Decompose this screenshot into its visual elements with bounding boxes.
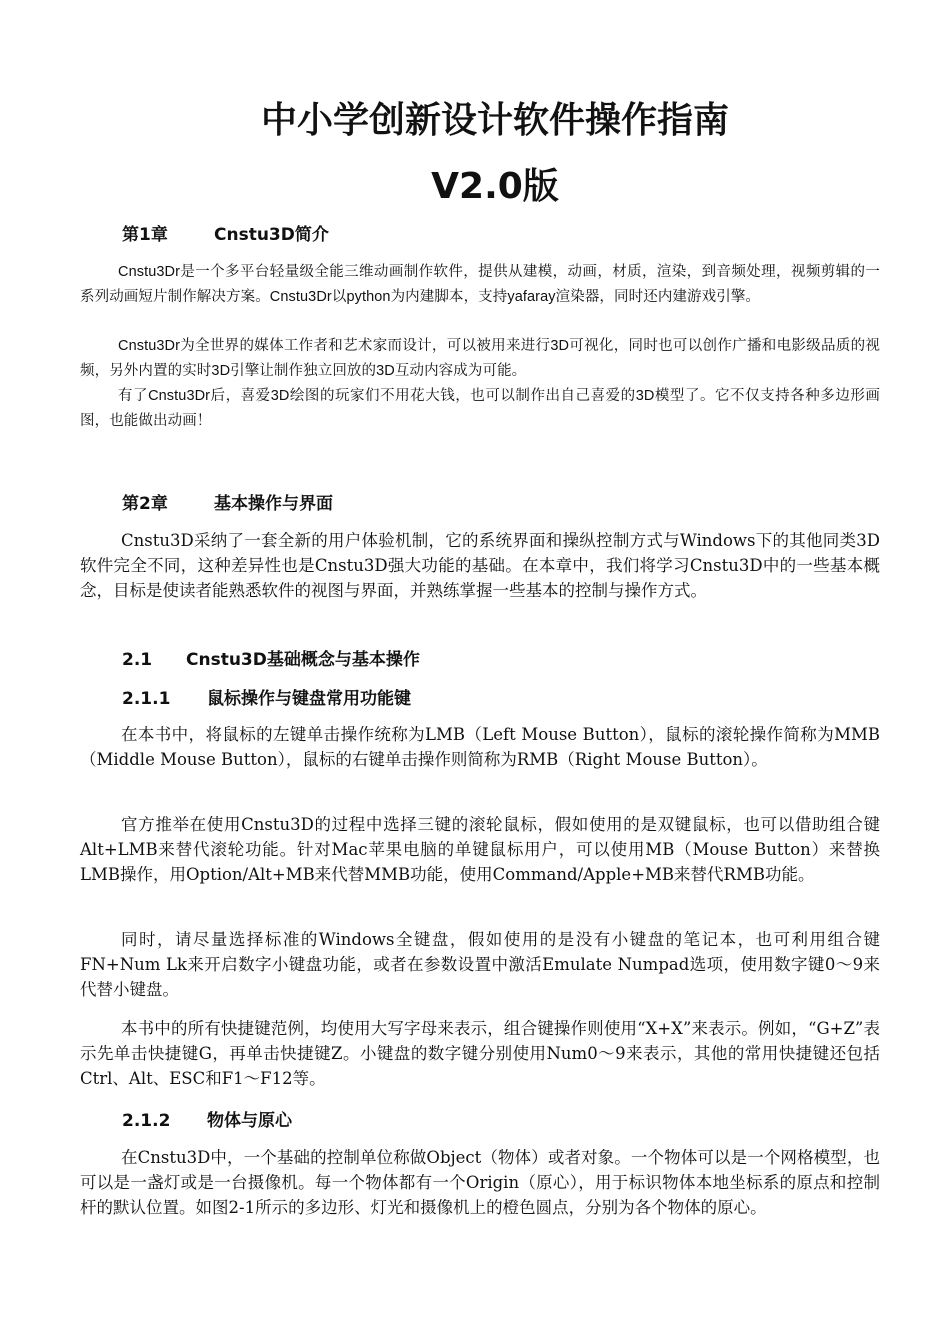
section-2-1-1-title: 鼠标操作与键盘常用功能键 xyxy=(207,689,411,709)
chapter-1-paragraph-3: 有了Cnstu3Dr后，喜爱3D绘图的玩家们不用花大钱，也可以制作出自己喜爱的3D模型了。它不仅支持各种多边形画图，也能做出动画！ xyxy=(80,388,880,429)
chapter-2-heading xyxy=(122,489,333,514)
section-2-1-heading xyxy=(122,645,420,670)
chapter-2-intro: Cnstu3D采纳了一套全新的用户体验机制，它的系统界面和操纵控制方式与Windows下的其他同类3D软件完全不同，这种差异性也是Cnstu3D强大功能的基础。在本章中，我们将学习Cnstu3D中的一些基本概念，目标是使读者能熟悉软件的视图与界面，并熟练掌握一些基本的控制与操作方式。 xyxy=(80,531,880,600)
section-2-1-2-number: 2.1.2 xyxy=(122,1111,171,1131)
section-2-1-2-heading xyxy=(122,1106,292,1131)
document-title: 中小学创新设计软件操作指南 xyxy=(260,100,729,141)
section-2-1-title: Cnstu3D基础概念与基本操作 xyxy=(186,650,420,670)
section-2-1-1-paragraph-4: 本书中的所有快捷键范例，均使用大写字母来表示，组合键操作则使用“X+X”来表示。例如，“G+Z”表示先单击快捷键G，再单击快捷键Z。小键盘的数字键分别使用Num0～9来表示，其他的常用快捷键还包括Ctrl、Alt、ESC和F1～F12等。 xyxy=(80,1019,880,1088)
section-2-1-1-heading xyxy=(122,684,411,709)
chapter-2-title: 基本操作与界面 xyxy=(214,494,333,514)
chapter-1-paragraph-1: Cnstu3Dr是一个多平台轻量级全能三维动画制作软件，提供从建模，动画，材质，渲染，到音频处理，视频剪辑的一系列动画短片制作解决方案。Cnstu3Dr以python为内建脚本，支持yafaray渲染器，同时还内建游戏引擎。 xyxy=(80,264,880,305)
chapter-2-number: 第2章 xyxy=(122,494,168,514)
section-2-1-2-paragraph-1: 在Cnstu3D中，一个基础的控制单位称做Object（物体）或者对象。一个物体可以是一个网格模型，也可以是一盏灯或是一台摄像机。每一个物体都有一个Origin（原心），用于标识物体本地坐标系的原点和控制杆的默认位置。如图2-1所示的多边形、灯光和摄像机上的橙色圆点，分别为各个物体的原心。 xyxy=(80,1148,880,1217)
chapter-1-number: 第1章 xyxy=(122,225,168,245)
section-2-1-1-paragraph-3: 同时，请尽量选择标准的Windows全键盘，假如使用的是没有小键盘的笔记本，也可利用组合键FN+Num Lk来开启数字小键盘功能，或者在参数设置中激活Emulate Numpad选项，使用数字键0～9来代替小键盘。 xyxy=(80,930,880,999)
chapter-1-title: Cnstu3D简介 xyxy=(214,225,329,245)
chapter-1-heading xyxy=(122,220,329,245)
section-2-1-1-paragraph-1: 在本书中，将鼠标的左键单击操作统称为LMB（Left Mouse Button），鼠标的滚轮操作简称为MMB（Middle Mouse Button），鼠标的右键单击操作则简称为RMB（Right Mouse Button）。 xyxy=(80,725,880,769)
section-2-1-2-title: 物体与原心 xyxy=(207,1111,292,1131)
section-2-1-1-paragraph-2: 官方推举在使用Cnstu3D的过程中选择三键的滚轮鼠标，假如使用的是双键鼠标，也可以借助组合键Alt+LMB来替代滚轮功能。针对Mac苹果电脑的单键鼠标用户，可以使用MB（Mouse Button）来替换LMB操作，用Option/Alt+MB来代替MMB功能，使用Command/Apple+MB来替代RMB功能。 xyxy=(80,815,880,884)
section-2-1-1-number: 2.1.1 xyxy=(122,689,171,709)
chapter-1-paragraph-2: Cnstu3Dr为全世界的媒体工作者和艺术家而设计，可以被用来进行3D可视化，同时也可以创作广播和电影级品质的视频，另外内置的实时3D引擎让制作独立回放的3D互动内容成为可能。 xyxy=(80,338,880,379)
section-2-1-number: 2.1 xyxy=(122,650,153,670)
document-version: V2.0版 xyxy=(431,166,559,207)
